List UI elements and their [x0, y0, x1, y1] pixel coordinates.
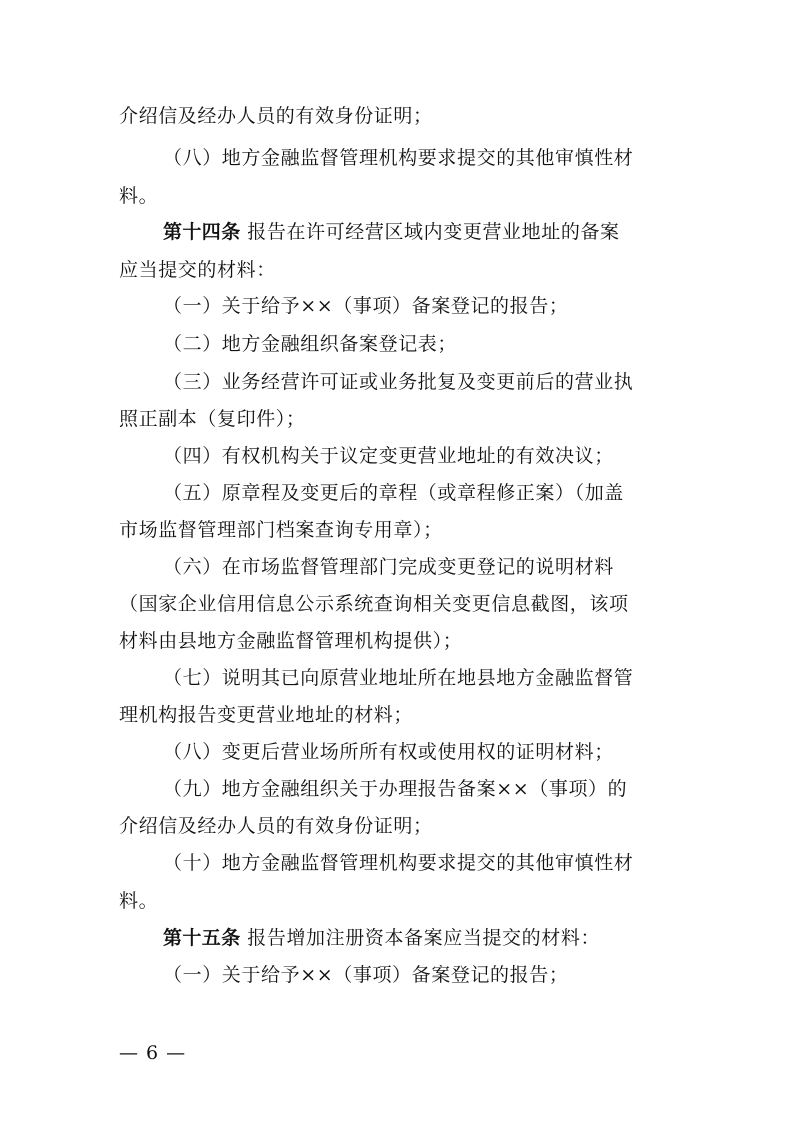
list-item-continuation: 理机构报告变更营业地址的材料； [119, 704, 414, 726]
list-item-continuation: 材料由县地方金融监督管理机构提供）； [119, 630, 463, 652]
list-item: （十）地方金融监督管理机构要求提交的其他审慎性材 [163, 852, 634, 874]
list-item-continuation: 介绍信及经办人员的有效身份证明； [119, 815, 433, 837]
list-item: （三）业务经营许可证或业务批复及变更前后的营业执 [163, 371, 634, 393]
article-15-label: 第十五条 [163, 927, 241, 949]
list-item: （一）关于给予××（事项）备案登记的报告； [163, 295, 569, 317]
list-item-continuation: 照正副本（复印件）； [119, 408, 306, 430]
list-item-continuation: （国家企业信用信息公示系统查询相关变更信息截图，该项 [119, 593, 629, 615]
article-14-text: 报告在许可经营区域内变更营业地址的备案 [247, 221, 620, 243]
paragraph-line: （八）地方金融监督管理机构要求提交的其他审慎性材 [163, 147, 634, 169]
list-item: （七）说明其已向原营业地址所在地县地方金融监督管 [163, 667, 634, 689]
article-15-heading-line [163, 924, 679, 952]
list-item: （五）原章程及变更后的章程（或章程修正案）（加盖 [163, 482, 624, 504]
paragraph-line: 应当提交的材料： [119, 259, 276, 281]
list-item-continuation: 市场监督管理部门档案查询专用章）； [119, 519, 443, 541]
list-item: （一）关于给予××（事项）备案登记的报告； [163, 964, 569, 986]
article-14-heading-line [163, 218, 679, 246]
paragraph-line: 料。 [119, 185, 159, 207]
page-number: — 6 — [119, 1042, 187, 1064]
article-14-label: 第十四条 [163, 221, 241, 243]
list-item: （八）变更后营业场所所有权或使用权的证明材料； [163, 741, 614, 763]
paragraph-line: 介绍信及经办人员的有效身份证明； [119, 105, 433, 127]
list-item-continuation: 料。 [119, 890, 159, 912]
article-15-text: 报告增加注册资本备案应当提交的材料： [247, 927, 601, 949]
list-item: （二）地方金融组织备案登记表； [163, 333, 458, 355]
list-item: （六）在市场监督管理部门完成变更登记的说明材料 [163, 556, 614, 578]
list-item: （九）地方金融组织关于办理报告备案××（事项）的 [163, 778, 628, 800]
list-item: （四）有权机构关于议定变更营业地址的有效决议； [163, 445, 614, 467]
